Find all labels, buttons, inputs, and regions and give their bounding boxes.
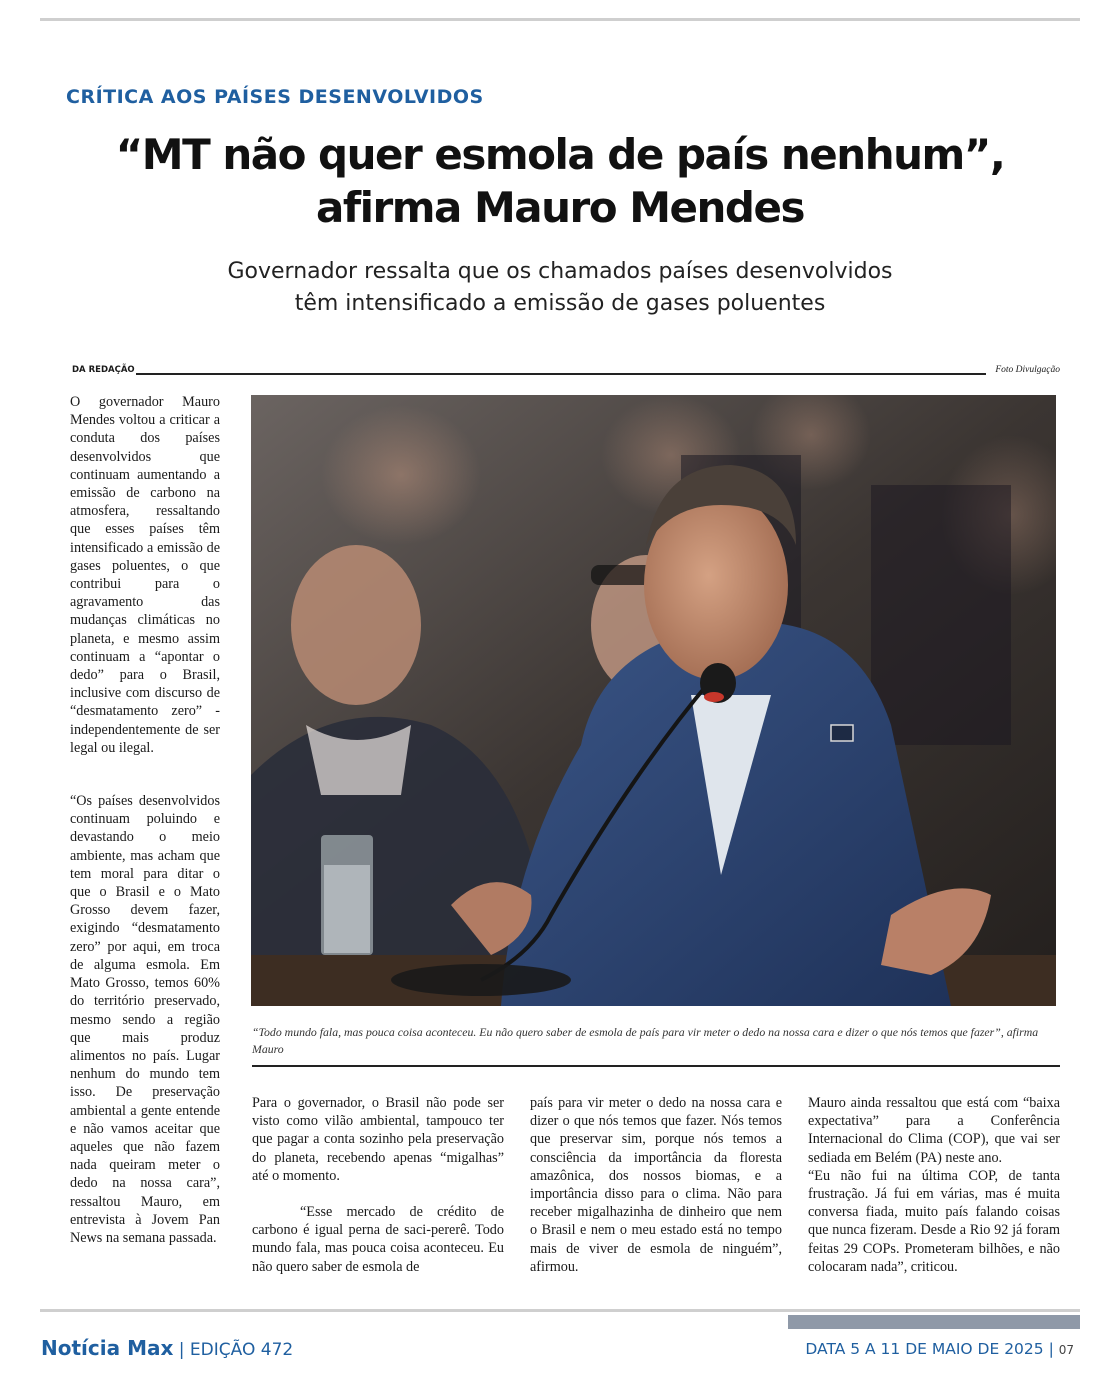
photo-caption: “Todo mundo fala, mas pouca coisa aconteceu. Eu não quero saber de esmola de país para vir meter o dedo na nossa cara e dizer o que nós temos que fazer”, afirma Mauro — [252, 1025, 1039, 1056]
column-4-paragraph-1: Mauro ainda ressaltou que está com “baixa expectativa” para a Conferência Internacional do Clima (COP), que vai ser sediada em Belém (PA) neste ano. — [808, 1095, 1060, 1166]
article-column-4 — [808, 1094, 1060, 1276]
headline — [40, 128, 1080, 234]
footer-publication — [41, 1336, 293, 1360]
photo-illustration — [251, 395, 1056, 1006]
column-2-paragraph-1: Para o governador, o Brasil não pode ser visto como vilão ambiental, tampouco ter que pagar a conta sozinho pela preservação do planeta, recebendo apenas “migalhas” até o momento. — [252, 1095, 504, 1184]
column-2-paragraph-2: “Esse mercado de crédito de carbono é igual perna de saci-pererê. Todo mundo fala, mas pouca coisa aconteceu. Eu não quero saber de esmola de — [252, 1204, 504, 1275]
article-column-3 — [530, 1094, 782, 1276]
byline-rule — [136, 373, 986, 375]
footer-date-page — [805, 1340, 1074, 1358]
page-separator: | — [1043, 1340, 1059, 1358]
column-3-paragraph-1: país para vir meter o dedo na nossa cara e dizer o que nós temos que fazer. Nós temos que preservar sim, porque nós temos a consciência da importância da floresta amazônica, dos nossos biomas, e a importância disso para o clima. Não para receber migalhazinha de dinheiro que nem o Brasil e nem o meu estado está no tempo mais de viver de esmola de ninguém”, afirmou. — [530, 1095, 782, 1275]
left-column — [70, 393, 220, 1247]
edition-date: DATA 5 A 11 DE MAIO DE 2025 — [805, 1340, 1044, 1358]
column-4-paragraph-2: “Eu não fui na última COP, de tanta frustração. Já fui em várias, mas é muita conversa fiada, muito país falando coisas que nunca fizeram. Desde a Rio 92 já foram feitas 29 COPs. Prometeram bilhões, e não colocaram nada”, criticou. — [808, 1167, 1060, 1275]
left-column-paragraph-1: O governador Mauro Mendes voltou a criticar a conduta dos países desenvolvidos que continuam aumentando a emissão de carbono na atmosfera, ressaltando que esses países têm intensificado a emissão de gases poluentes, o que contribui para o agravamento das mudanças climáticas no planeta, e mesmo assim continuam a “apontar o dedo” para o Brasil, inclusive com discurso de “desmatamento zero” - independentemente de ser legal ou ilegal. — [70, 394, 220, 756]
footer-separator: | — [173, 1340, 190, 1360]
page-number: 07 — [1058, 1343, 1074, 1357]
byline: DA REDAÇÃO — [72, 365, 135, 375]
caption-rule — [252, 1065, 1060, 1067]
edition-number: EDIÇÃO 472 — [189, 1340, 294, 1360]
subheadline-line-2: têm intensificado a emissão de gases poluentes — [294, 291, 826, 316]
section-kicker: CRÍTICA AOS PAÍSES DESENVOLVIDOS — [66, 86, 484, 108]
subheadline-line-1: Governador ressalta que os chamados países desenvolvidos — [227, 259, 893, 284]
subheadline — [40, 256, 1080, 320]
photo-credit: Foto Divulgação — [995, 365, 1060, 375]
byline-row — [72, 365, 1060, 381]
article-photo — [251, 395, 1056, 1006]
footer-accent-bar — [788, 1315, 1080, 1329]
top-rule — [40, 18, 1080, 21]
publication-name: Notícia Max — [41, 1336, 174, 1360]
article-column-2 — [252, 1094, 504, 1276]
left-column-paragraph-2: “Os países desenvolvidos continuam poluindo e devastando o meio ambiente, mas acham que tem moral para ditar o que o Brasil e o Mato Grosso devem fazer, exigindo “desmatamento zero” por aqui, em troca de alguma esmola. Em Mato Grosso, temos 60% do território preservado, mesmo sendo a região que mais produz alimentos no país. Lugar nenhum do mundo tem isso. De preservação ambiental a gente entende e não vamos aceitar que aqueles que não fazem nada queiram meter o dedo na nossa cara”, ressaltou Mauro, em entrevista à Jovem Pan News na semana passada. — [70, 793, 220, 1246]
headline-line-1: “MT não quer esmola de país nenhum”, — [115, 130, 1005, 179]
bottom-rule — [40, 1309, 1080, 1312]
headline-line-2: afirma Mauro Mendes — [316, 183, 804, 232]
